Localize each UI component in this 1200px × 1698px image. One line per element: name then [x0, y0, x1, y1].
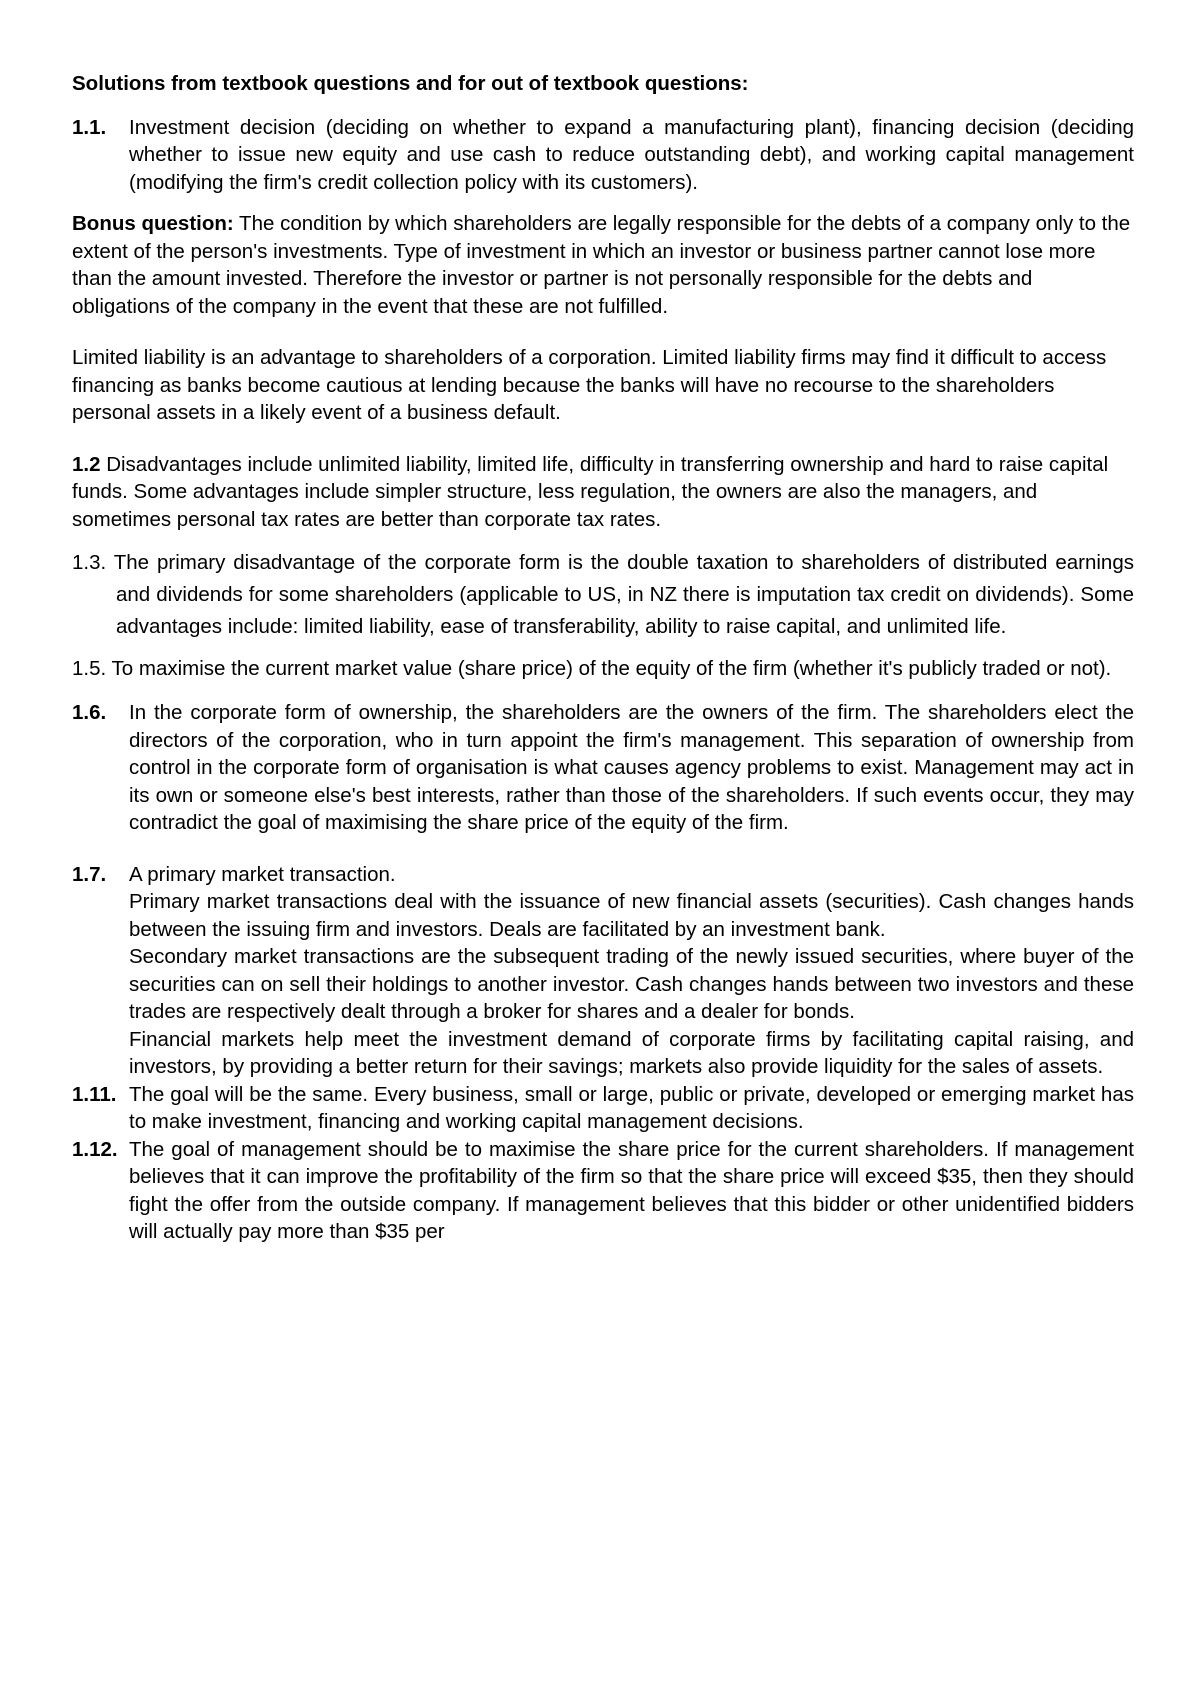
bonus-text: The condition by which shareholders are legally responsible for the debts of a company only to the extent of the person's investments. Type of investment in which an investor or business partner cannot lose more than the amount invested. Therefore the investor or partner is not personally responsible for the debts and obligations of the company in the event that these are not fulfilled. — [72, 212, 1131, 318]
bonus-label: Bonus question: — [72, 212, 234, 235]
answer-1-7 — [72, 861, 1134, 1081]
answer-text: In the corporate form of ownership, the shareholders are the owners of the firm. The shareholders elect the directors of the corporation, who in turn appoint the firm's management. This separation of ownership from control in the corporate form of organisation is what causes agency problems to exist. Management may act in its own or someone else's best interests, rather than those of the shareholders. If such events occur, they may contradict the goal of maximising the share price of the equity of the firm. — [129, 701, 1134, 834]
answer-1-1 — [72, 114, 1134, 197]
answer-1-12 — [72, 1136, 1134, 1246]
page-title: Solutions from textbook questions and for out of textbook questions: — [72, 72, 749, 95]
question-number: 1.1. — [72, 115, 107, 139]
answer-line: A primary market transaction. — [129, 862, 396, 886]
bonus-paragraph-2: Limited liability is an advantage to shareholders of a corporation. Limited liability firms may find it difficult to access financing as banks become cautious at lending because the banks will have no recourse to the shareholders personal assets in a likely event of a business default. — [72, 346, 1107, 424]
answer-line: Primary market transactions deal with the issuance of new financial assets (securities). Cash changes hands between the issuing firm and investors. Deals are facilitated by an investment bank. — [129, 890, 1134, 941]
question-number: 1.6. — [72, 701, 107, 724]
question-number: 1.2 — [72, 452, 101, 476]
question-number: 1.12. — [72, 1137, 118, 1161]
question-number: 1.11. — [72, 1082, 117, 1106]
answer-line: Financial markets help meet the investment demand of corporate firms by facilitating capital raising, and investors, by providing a better return for their savings; markets also provide liquidity for the sales of assets. — [129, 1027, 1134, 1078]
answer-text: Disadvantages include unlimited liability, limited life, difficulty in transferring ownership and hard to raise capital funds. Some advantages include simpler structure, less regulation, the owners are also the managers, and sometimes personal tax rates are better than corporate tax rates. — [72, 452, 1109, 531]
answer-text: The goal of management should be to maximise the share price for the current shareholders. If management believes that it can improve the profitability of the firm so that the share price will exceed $35, then they should fight the offer from the outside company. If management believes that this bidder or other unidentified bidders will actually pay more than $35 per — [129, 1137, 1134, 1243]
answer-text — [129, 861, 1134, 1081]
answer-1-11 — [72, 1081, 1134, 1136]
answer-line: Secondary market transactions are the subsequent trading of the newly issued securities, where buyer of the securities can on sell their holdings to another investor. Cash changes hands between two investors and these trades are respectively dealt through a broker for shares and a dealer for bonds. — [129, 945, 1134, 1023]
answer-1-2 — [72, 451, 1134, 534]
bonus-question — [72, 210, 1134, 320]
answer-1-3: 1.3. The primary disadvantage of the corporate form is the double taxation to shareholders of distributed earnings and dividends for some shareholders (applicable to US, in NZ there is imputation tax credit on dividends). Some advantages include: limited liability, ease of transferability, ability to raise capital, and unlimited life. — [72, 551, 1134, 638]
question-number: 1.7. — [72, 862, 107, 886]
answer-1-5: 1.5. To maximise the current market value (share price) of the equity of the firm (whether it's publicly traded or not). — [72, 657, 1112, 680]
answer-1-6 — [72, 699, 1134, 837]
answer-text: Investment decision (deciding on whether to expand a manufacturing plant), financing decision (deciding whether to issue new equity and use cash to reduce outstanding debt), and working capital management (modifying the firm's credit collection policy with its customers). — [129, 115, 1134, 194]
answer-text: The goal will be the same. Every business, small or large, public or private, developed or emerging market has to make investment, financing and working capital management decisions. — [129, 1082, 1134, 1133]
